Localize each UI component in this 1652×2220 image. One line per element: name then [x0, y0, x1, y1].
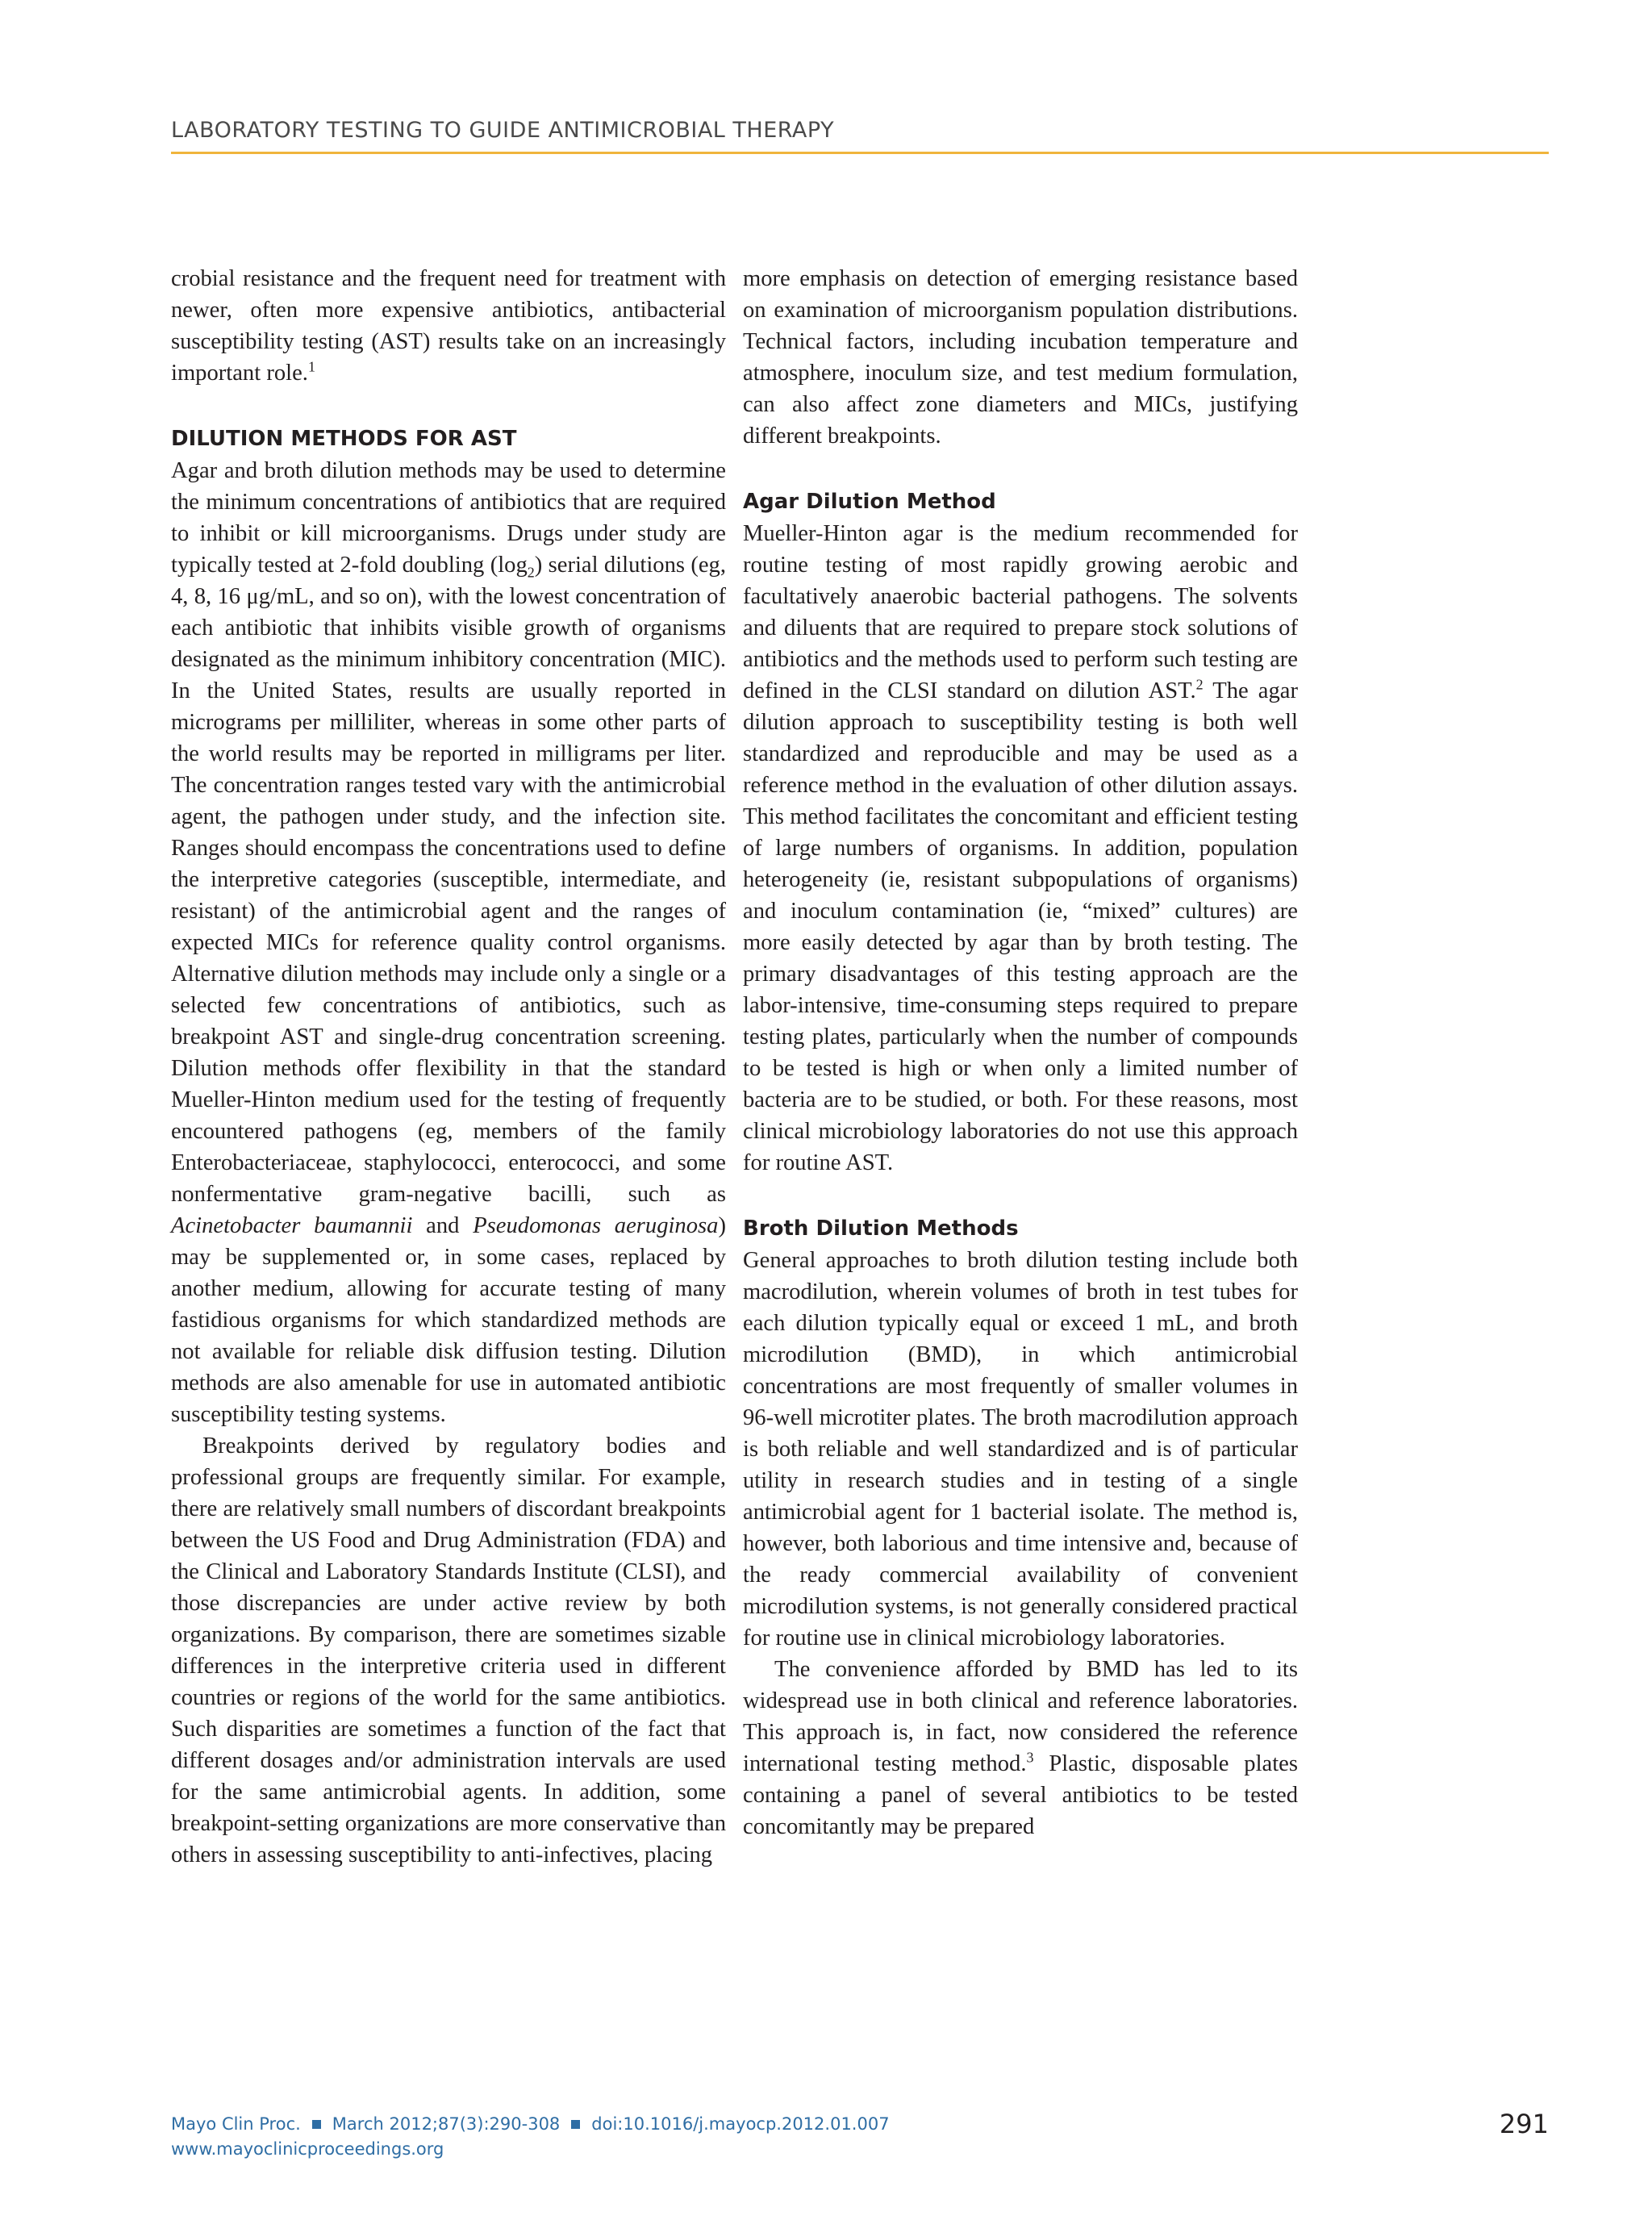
species-name: Pseudomonas aeruginosa [473, 1213, 719, 1238]
journal-name: Mayo Clin Proc. [171, 2114, 301, 2134]
paragraph-text: Agar and broth dilution methods may be used to determine the minimum concentrations of antibiotics that are required to inhibit or kill microorganisms. Drugs under study are typically tested at 2-fold doubling (log [171, 458, 726, 578]
paragraph [743, 1654, 1298, 1842]
square-bullet-icon [312, 2120, 321, 2129]
paragraph-text: ) may be supplemented or, in some cases, replaced by another medium, allowing for accurate testing of many fastidious organisms for which standardized methods are not available for reliable disk diffusion testing. Dilution methods are also amenable for use in automated antibiotic susceptibility testing systems. [171, 1213, 726, 1427]
subscript: 2 [527, 564, 535, 581]
subsection-heading: Agar Dilution Method [743, 490, 996, 514]
issue-info: March 2012;87(3):290-308 [332, 2114, 561, 2134]
doi-link[interactable]: doi:10.1016/j.mayocp.2012.01.007 [591, 2114, 890, 2134]
species-name: Acinetobacter baumannii [171, 1213, 413, 1238]
header-rule [171, 152, 1549, 154]
square-bullet-icon [571, 2120, 580, 2129]
paragraph-text: ) serial dilutions (eg, 4, 8, 16 μg/mL, and so on), with the lowest concentration of each antibiotic that inhibits visible growth of organisms designated as the minimum inhibitory concentration (MIC). In the United States, results are usually reported in micrograms per milliliter, whereas in some other parts of the world results may be reported in milligrams per liter. The concentration ranges tested vary with the antimicrobial agent, the pathogen under study, and the infection site. Ranges should encompass the concentrations used to define the interpretive categories (susceptible, intermediate, and resistant) of the antimicrobial agent and the ranges of expected MICs for reference quality control organisms. Alternative dilution methods may include only a single or a selected few concentrations of antibiotics, such as breakpoint AST and single-drug concentration screening. Dilution methods offer flexibility in that the standard Mueller-Hinton medium used for the testing of frequently encountered pathogens (eg, members of the family Enterobacteriaceae, staphylococci, enterococci, and some nonfermentative gram-negative bacilli, such as [171, 553, 726, 1207]
paragraph [171, 263, 726, 389]
paragraph [171, 455, 726, 1430]
section-heading: DILUTION METHODS FOR AST [171, 427, 517, 451]
reference-marker[interactable]: 3 [1026, 1749, 1034, 1766]
paragraph-text: and [412, 1213, 473, 1238]
paragraph-text: Mueller-Hinton agar is the medium recommended for routine testing of most rapidly growing aerobic and facultatively anaerobic bacterial pathogens. The solvents and diluents that are required to prepare stock solutions of antibiotics and the methods used to perform such testing are defined in the CLSI standard on dilution AST. [743, 521, 1298, 703]
reference-marker[interactable]: 2 [1195, 676, 1204, 693]
paragraph-text: The agar dilution approach to susceptibility testing is both well standardized and reproducible and may be used as a reference method in the evaluation of other dilution assays. This method facilitates the concomitant and efficient testing of large numbers of organisms. In addition, population heterogeneity (ie, resistant subpopulations of organisms) and inoculum contamination (ie, “mixed” cultures) are more easily detected by agar than by broth testing. The primary disadvantages of this testing approach are the labor-intensive, time-consuming steps required to prepare testing plates, particularly when the number of compounds to be tested is high or when only a limited number of bacteria are to be studied, or both. For these reasons, most clinical microbiology laboratories do not use this approach for routine AST. [743, 678, 1299, 1175]
paragraph: Breakpoints derived by regulatory bodies and professional groups are frequently similar. For example, there are relatively small numbers of discordant breakpoints between the US Food and Drug Administration (FDA) and the Clinical and Laboratory Standards Institute (CLSI), and those discrepancies are under active review by both organizations. By comparison, there are sometimes sizable differences in the interpretive criteria used in different countries or regions of the world for the same antibiotics. Such disparities are sometimes a function of the fact that different dosages and/or administration intervals are used for the same antimicrobial agents. In addition, some breakpoint-setting organizations are more conservative than others in assessing susceptibility to anti-infectives, placing [171, 1433, 726, 1867]
paragraph: more emphasis on detection of emerging resistance based on examination of microorganism population distributions. Technical factors, including incubation temperature and atmosphere, inoculum size, and test medium formulation, can also affect zone diameters and MICs, justifying different breakpoints. [743, 266, 1298, 449]
page-number: 291 [1499, 2109, 1549, 2139]
citation-line [171, 2112, 890, 2137]
paragraph [743, 518, 1298, 1179]
journal-url-link[interactable]: www.mayoclinicproceedings.org [171, 2139, 444, 2159]
running-head: LABORATORY TESTING TO GUIDE ANTIMICROBIAL THERAPY [171, 118, 835, 143]
left-column [171, 263, 726, 1871]
paragraph-text: crobial resistance and the frequent need for treatment with newer, often more expensive antibiotics, antibacterial susceptibility testing (AST) results take on an increasingly important role. [171, 266, 726, 386]
right-column [743, 263, 1298, 1842]
paragraph-text: Plastic, disposable plates containing a panel of several antibiotics to be tested concomitantly may be prepared [743, 1751, 1299, 1839]
paragraph: General approaches to broth dilution testing include both macrodilution, wherein volumes of broth in test tubes for each dilution typically equal or exceed 1 mL, and broth microdilution (BMD), in which antimicrobial concentrations are most frequently of smaller volumes in 96-well microtiter plates. The broth macrodilution approach is both reliable and well standardized and is of particular utility in research studies and in testing of a single antimicrobial agent for 1 bacterial isolate. The method is, however, both laborious and time intensive and, because of the ready commercial availability of convenient microdilution systems, is not generally considered practical for routine use in clinical microbiology laboratories. [743, 1248, 1298, 1650]
subsection-heading: Broth Dilution Methods [743, 1216, 1019, 1241]
reference-marker[interactable]: 1 [307, 358, 315, 375]
footer-citation [171, 2112, 890, 2162]
paragraph-text: The convenience afforded by BMD has led to its widespread use in both clinical and reference laboratories. This approach is, in fact, now considered the reference international testing method. [743, 1657, 1298, 1776]
